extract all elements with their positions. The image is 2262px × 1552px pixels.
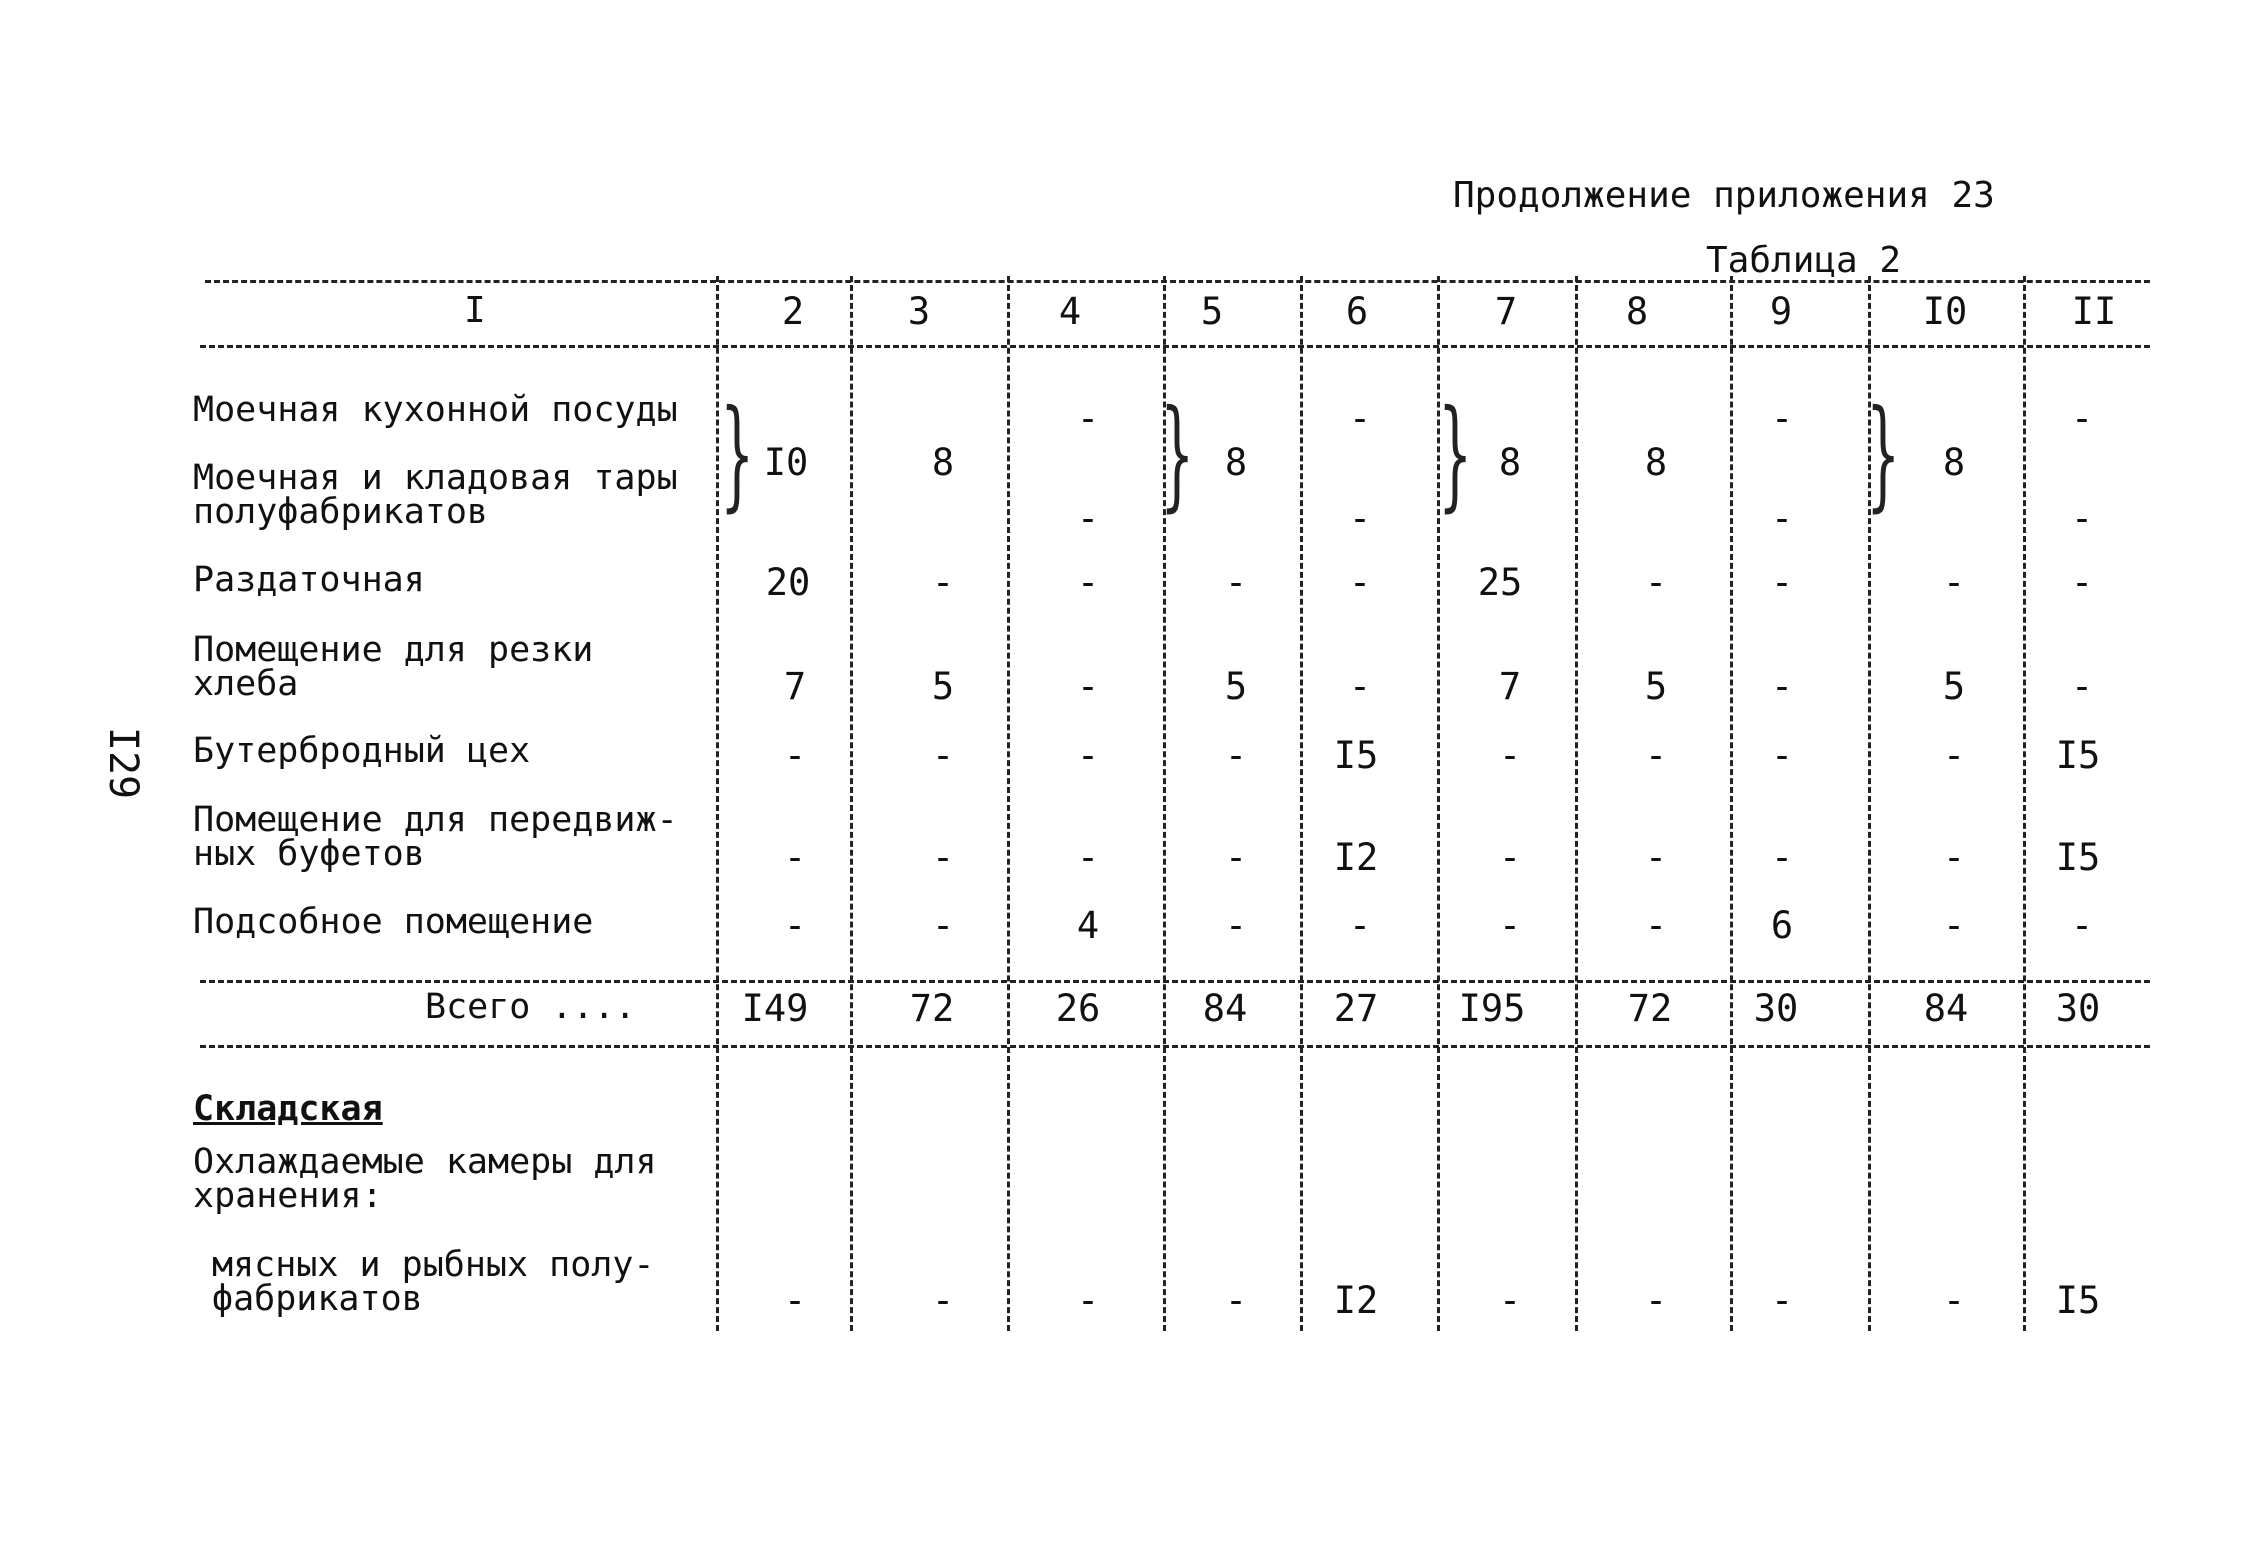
- cell-r3-c3: 5: [931, 665, 955, 708]
- cell-r6-c10: -: [1942, 904, 1966, 947]
- cell-r2-c10: -: [1942, 561, 1966, 604]
- cell-r1-c3: 8: [931, 441, 955, 484]
- cell-r5-c10: -: [1942, 836, 1966, 879]
- cell-r1-c10: 8: [1942, 441, 1966, 484]
- total-label: Всего ....: [425, 987, 636, 1027]
- col-header-11: II: [2071, 290, 2117, 333]
- cell-r4-c6: I5: [1333, 734, 1379, 777]
- row-label-0: Моечная кухонной посуды: [193, 390, 678, 430]
- rule-top: [205, 280, 2150, 283]
- cell-r6-c3: -: [931, 904, 955, 947]
- section-cell-c9: -: [1770, 1279, 1794, 1322]
- cell-r0-c11: -: [2070, 397, 2094, 440]
- col-header-7: 7: [1494, 290, 1518, 333]
- col-header-8: 8: [1625, 290, 1649, 333]
- col-header-10: I0: [1922, 290, 1968, 333]
- cell-r6-c7: -: [1498, 904, 1522, 947]
- cell-r4-c5: -: [1224, 734, 1248, 777]
- cell-r5-c6: I2: [1333, 836, 1379, 879]
- row-label-4: Бутербродный цех: [193, 731, 531, 771]
- section-cell-c7: -: [1498, 1279, 1522, 1322]
- cell-r1-c7: 8: [1498, 441, 1522, 484]
- total-c11: 30: [2055, 987, 2101, 1030]
- total-c5: 84: [1202, 987, 1248, 1030]
- cell-r6-c9: 6: [1770, 904, 1794, 947]
- cell-r1-c9: -: [1770, 497, 1794, 540]
- cell-r5-c5: -: [1224, 836, 1248, 879]
- cell-r2-c8: -: [1644, 561, 1668, 604]
- col-header-4: 4: [1058, 290, 1082, 333]
- section-cell-c5: -: [1224, 1279, 1248, 1322]
- cell-r5-c2: -: [783, 836, 807, 879]
- cell-r6-c4: 4: [1076, 904, 1100, 947]
- cell-r5-c7: -: [1498, 836, 1522, 879]
- cell-r6-c6: -: [1348, 904, 1372, 947]
- cell-r0-c6: -: [1348, 397, 1372, 440]
- cell-r2-c4: -: [1076, 561, 1100, 604]
- col-divider-2: [850, 276, 853, 1331]
- cell-r3-c2: 7: [783, 665, 807, 708]
- col-header-6: 6: [1345, 290, 1369, 333]
- col-divider-1: [716, 276, 719, 1331]
- total-c7: I95: [1458, 987, 1526, 1030]
- rule-header-bottom: [200, 345, 2150, 348]
- table-label: Таблица 2: [1706, 240, 1902, 281]
- cell-r2-c6: -: [1348, 561, 1372, 604]
- col-divider-7: [1575, 276, 1578, 1331]
- cell-r4-c3: -: [931, 734, 955, 777]
- total-c2: I49: [741, 987, 809, 1030]
- cell-r2-c5: -: [1224, 561, 1248, 604]
- section-cell-c4: -: [1076, 1279, 1100, 1322]
- section-cell-c8: -: [1644, 1279, 1668, 1322]
- total-c4: 26: [1055, 987, 1101, 1030]
- cell-r3-c11: -: [2070, 665, 2094, 708]
- total-c8: 72: [1627, 987, 1673, 1030]
- col-header-5: 5: [1200, 290, 1224, 333]
- cell-r6-c11: -: [2070, 904, 2094, 947]
- section-row-label: мясных и рыбных полу- фабрикатов: [212, 1245, 655, 1319]
- cell-r4-c10: -: [1942, 734, 1966, 777]
- row-label-5: Помещение для передвиж- ных буфетов: [193, 800, 678, 874]
- row-label-3: Помещение для резки хлеба: [193, 630, 594, 704]
- cell-r4-c7: -: [1498, 734, 1522, 777]
- cell-r1-c2: I0: [763, 441, 809, 484]
- cell-r3-c7: 7: [1498, 665, 1522, 708]
- total-c9: 30: [1753, 987, 1799, 1030]
- cell-r1-c5: 8: [1224, 441, 1248, 484]
- cell-r3-c4: -: [1076, 665, 1100, 708]
- cell-r4-c9: -: [1770, 734, 1794, 777]
- col-divider-3: [1007, 276, 1010, 1331]
- cell-r6-c2: -: [783, 904, 807, 947]
- brace-icon: }: [1866, 385, 1901, 524]
- section-subtitle: Охлаждаемые камеры для хранения:: [193, 1142, 657, 1216]
- section-cell-c11: I5: [2055, 1279, 2101, 1322]
- cell-r5-c9: -: [1770, 836, 1794, 879]
- cell-r4-c11: I5: [2055, 734, 2101, 777]
- cell-r5-c8: -: [1644, 836, 1668, 879]
- rule-total-bottom: [200, 1045, 2150, 1048]
- col-header-1: I: [464, 290, 486, 331]
- cell-r6-c8: -: [1644, 904, 1668, 947]
- cell-r3-c8: 5: [1644, 665, 1668, 708]
- cell-r4-c4: -: [1076, 734, 1100, 777]
- col-header-9: 9: [1769, 290, 1793, 333]
- row-label-6: Подсобное помещение: [193, 902, 594, 942]
- rule-total-top: [200, 980, 2150, 983]
- cell-r6-c5: -: [1224, 904, 1248, 947]
- cell-r1-c6: -: [1348, 497, 1372, 540]
- col-header-3: 3: [907, 290, 931, 333]
- page-number: I29: [100, 726, 147, 800]
- cell-r2-c3: -: [931, 561, 955, 604]
- cell-r5-c11: I5: [2055, 836, 2101, 879]
- row-label-1: Моечная и кладовая тары полуфабрикатов: [193, 458, 678, 532]
- brace-icon: }: [1438, 385, 1473, 524]
- cell-r3-c9: -: [1770, 665, 1794, 708]
- cell-r5-c3: -: [931, 836, 955, 879]
- total-c3: 72: [909, 987, 955, 1030]
- cell-r1-c8: 8: [1644, 441, 1668, 484]
- brace-icon: }: [720, 385, 755, 524]
- cell-r2-c7: 25: [1477, 561, 1523, 604]
- cell-r2-c11: -: [2070, 561, 2094, 604]
- cell-r1-c11: -: [2070, 497, 2094, 540]
- cell-r3-c5: 5: [1224, 665, 1248, 708]
- section-cell-c3: -: [931, 1279, 955, 1322]
- total-c6: 27: [1333, 987, 1379, 1030]
- section-cell-c2: -: [783, 1279, 807, 1322]
- section-cell-c10: -: [1942, 1279, 1966, 1322]
- continuation-title: Продолжение приложения 23: [1453, 175, 1995, 216]
- cell-r1-c4: -: [1076, 497, 1100, 540]
- brace-icon: }: [1160, 385, 1195, 524]
- cell-r4-c8: -: [1644, 734, 1668, 777]
- col-header-2: 2: [781, 290, 805, 333]
- section-cell-c6: I2: [1333, 1279, 1379, 1322]
- section-title: Складская: [193, 1089, 383, 1129]
- cell-r3-c10: 5: [1942, 665, 1966, 708]
- cell-r3-c6: -: [1348, 665, 1372, 708]
- cell-r4-c2: -: [783, 734, 807, 777]
- cell-r0-c4: -: [1076, 397, 1100, 440]
- cell-r2-c2: 20: [765, 561, 811, 604]
- cell-r0-c9: -: [1770, 397, 1794, 440]
- cell-r5-c4: -: [1076, 836, 1100, 879]
- row-label-2: Раздаточная: [193, 560, 425, 600]
- total-c10: 84: [1923, 987, 1969, 1030]
- cell-r2-c9: -: [1770, 561, 1794, 604]
